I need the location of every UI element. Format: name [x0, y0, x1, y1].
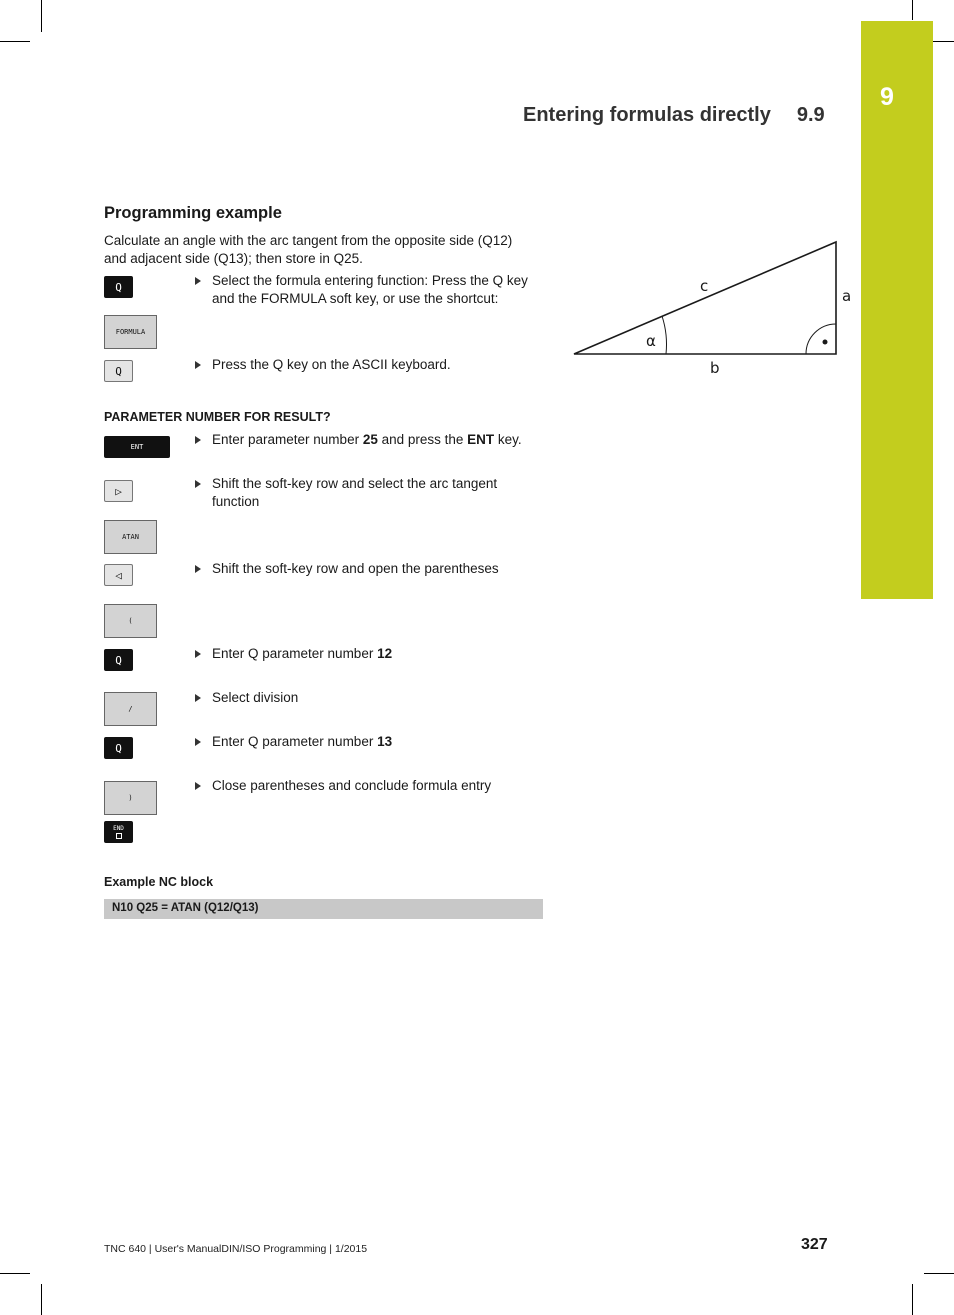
section-title: Programming example: [104, 204, 282, 222]
step-open-parentheses: Shift the soft-key row and open the parentheses: [193, 560, 533, 578]
divide-softkey-icon: /: [104, 692, 157, 726]
nc-code-block: N10 Q25 = ATAN (Q12/Q13): [104, 899, 543, 919]
header-title: Entering formulas directly: [523, 104, 771, 126]
right-triangle-diagram: [560, 230, 860, 390]
crop-mark: [0, 41, 30, 42]
running-header: [523, 104, 825, 127]
step-select-formula: Select the formula entering function: Press the Q key and the FORMULA soft key, or use the shortcut:: [193, 272, 533, 308]
page-number: 327: [801, 1236, 828, 1253]
step-text: and press the: [377, 432, 468, 447]
shift-left-arrow-icon: ◁: [104, 564, 133, 586]
step-close-parentheses: Close parentheses and conclude formula entry: [193, 777, 533, 795]
ascii-q-key-icon: Q: [104, 360, 133, 382]
end-key-icon: [104, 821, 133, 843]
formula-softkey-icon: FORMULA: [104, 315, 157, 349]
step-value: 12: [377, 646, 393, 661]
crop-mark: [0, 1273, 30, 1274]
chapter-number: 9: [880, 83, 894, 111]
step-value: 13: [377, 734, 393, 749]
crop-mark: [924, 1273, 954, 1274]
label-a: a: [842, 287, 852, 305]
crop-mark: [912, 0, 913, 20]
example-heading: Example NC block: [104, 875, 214, 889]
step-enter-13: [193, 733, 533, 751]
label-alpha: α: [646, 332, 656, 350]
dialog-prompt: PARAMETER NUMBER FOR RESULT?: [104, 410, 331, 424]
footer-text: TNC 640 | User's ManualDIN/ISO Programming | 1/2015: [104, 1243, 368, 1255]
right-angle-dot: [823, 340, 828, 345]
open-paren-softkey-icon: (: [104, 604, 157, 638]
atan-softkey-icon: ATAN: [104, 520, 157, 554]
end-key-square: [116, 833, 122, 839]
crop-mark: [912, 1284, 913, 1315]
step-text: Enter Q parameter number: [212, 734, 378, 749]
step-key-name: ENT: [467, 432, 495, 447]
label-c: c: [700, 277, 709, 295]
step-value: 25: [362, 432, 378, 447]
triangle-shape: [574, 242, 836, 354]
shift-right-arrow-icon: ▷: [104, 480, 133, 502]
crop-mark: [41, 0, 42, 32]
step-text: key.: [494, 432, 522, 447]
crop-mark: [41, 1284, 42, 1315]
header-section-number: 9.9: [796, 104, 825, 126]
right-angle-arc: [806, 324, 836, 354]
step-text: Enter Q parameter number: [212, 646, 378, 661]
step-enter-12: [193, 645, 533, 663]
chapter-tab: [861, 21, 933, 599]
angle-arc: [662, 316, 667, 354]
q-key-icon: Q: [104, 649, 133, 671]
intro-paragraph: Calculate an angle with the arc tangent from the opposite side (Q12) and adjacent side (Q13); then store in Q25.: [104, 233, 513, 266]
step-select-division: Select division: [193, 689, 533, 707]
step-select-atan: Shift the soft-key row and select the arc tangent function: [193, 475, 533, 511]
step-enter-25: [193, 431, 533, 449]
q-key-icon: Q: [104, 276, 133, 298]
ent-key-icon: ENT: [104, 436, 170, 458]
step-text: Enter parameter number: [212, 432, 363, 447]
step-press-q: Press the Q key on the ASCII keyboard.: [193, 356, 533, 374]
close-paren-softkey-icon: ): [104, 781, 157, 815]
end-key-label: END: [113, 825, 124, 832]
label-b: b: [710, 359, 720, 377]
q-key-icon: Q: [104, 737, 133, 759]
